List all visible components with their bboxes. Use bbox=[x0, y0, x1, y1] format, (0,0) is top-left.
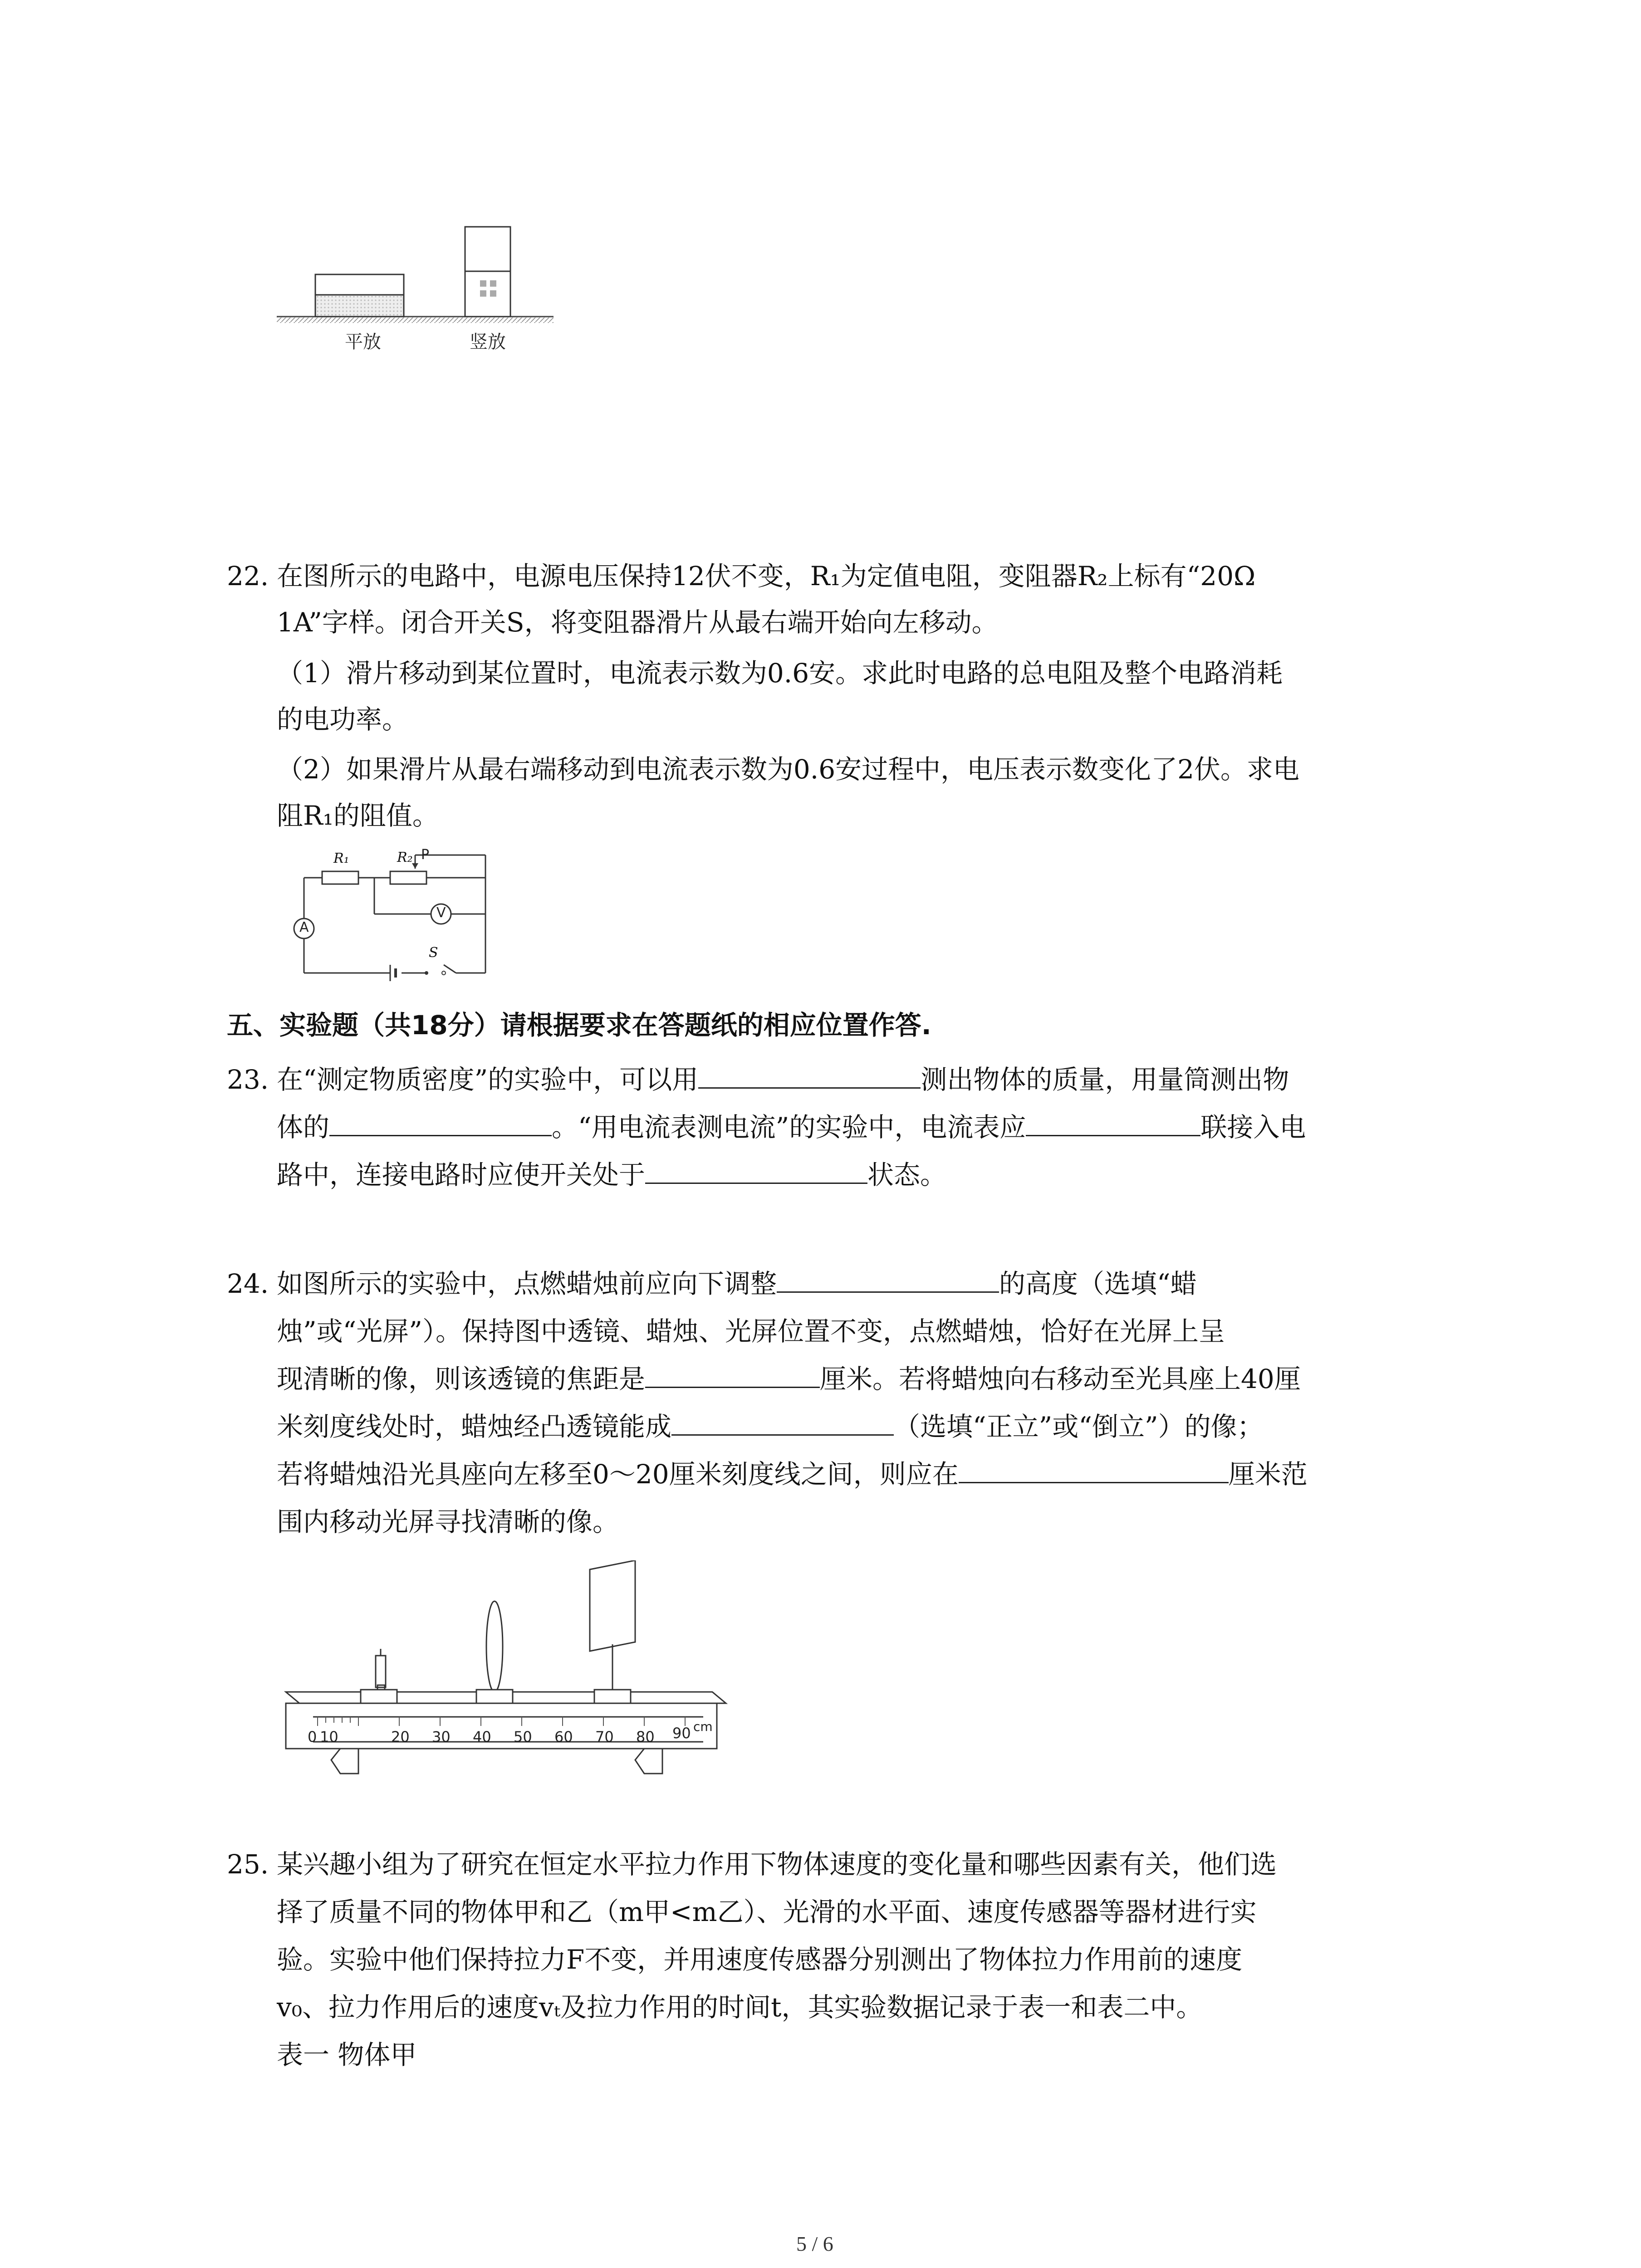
convex-lens bbox=[486, 1601, 503, 1692]
vertical-brick-top bbox=[465, 227, 510, 271]
q24-line6: 围内移动光屏寻找清晰的像。 bbox=[277, 1506, 619, 1537]
tick-60: 60 bbox=[554, 1728, 573, 1745]
label-switch: S bbox=[429, 945, 438, 961]
q25-line5: 表一 物体甲 bbox=[277, 2039, 417, 2070]
label-r2: R₂ bbox=[397, 850, 413, 865]
q24-l1a: 如图所示的实验中，点燃蜡烛前应向下调整 bbox=[277, 1268, 777, 1299]
q24-line4 bbox=[277, 1404, 1264, 1449]
q24-line3 bbox=[277, 1356, 1301, 1402]
q22-line5: （2）如果滑片从最右端移动到电流表示数为0.6安过程中，电压表示数变化了2伏。求电 bbox=[277, 754, 1300, 785]
q23-l2c: 联接入电 bbox=[1200, 1112, 1306, 1143]
q23-l2b: 。“用电流表测电流”的实验中，电流表应 bbox=[552, 1112, 1026, 1143]
q24-l5b: 厘米范 bbox=[1228, 1459, 1308, 1490]
q23-line2 bbox=[277, 1105, 1306, 1150]
q24-blank-3[interactable] bbox=[671, 1408, 894, 1436]
optical-bench-diagram bbox=[277, 1560, 730, 1796]
bricks-figure bbox=[272, 222, 563, 367]
q22-line6: 阻R₁的阻值。 bbox=[277, 800, 439, 831]
q23-l3a: 路中，连接电路时应使开关处于 bbox=[277, 1159, 646, 1190]
q23-l1a: 在“测定物质密度”的实验中，可以用 bbox=[277, 1064, 699, 1095]
q24-l4a: 米刻度线处时，蜡烛经凸透镜能成 bbox=[277, 1411, 672, 1442]
q22-line4: 的电功率。 bbox=[277, 704, 409, 735]
label-voltmeter: V bbox=[436, 905, 446, 921]
section5-heading: 五、实验题（共18分）请根据要求在答题纸的相应位置作答. bbox=[227, 1010, 931, 1041]
bench-unit: cm bbox=[693, 1719, 713, 1734]
tick-80: 80 bbox=[636, 1728, 655, 1745]
q23-blank-1[interactable] bbox=[698, 1061, 921, 1089]
q24-number: 24. bbox=[227, 1268, 269, 1299]
q22-line2: 1A”字样。闭合开关S，将变阻器滑片从最右端开始向左移动。 bbox=[277, 607, 998, 638]
label-vertical: 竖放 bbox=[470, 332, 506, 352]
q24-l1b: 的高度（选填“蜡 bbox=[999, 1268, 1197, 1299]
q25-line4: v₀、拉力作用后的速度vₜ及拉力作用的时间t，其实验数据记录于表一和表二中。 bbox=[277, 1992, 1203, 2023]
q25-line3: 验。实验中他们保持拉力F不变，并用速度传感器分别测出了物体拉力作用前的速度 bbox=[277, 1944, 1243, 1975]
q24-blank-1[interactable] bbox=[777, 1265, 999, 1293]
flat-brick-bottom bbox=[315, 295, 404, 317]
q23-blank-2[interactable] bbox=[329, 1109, 552, 1136]
light-screen bbox=[590, 1560, 635, 1651]
q23-number: 23. bbox=[227, 1064, 269, 1095]
label-r1: R₁ bbox=[333, 850, 349, 866]
tick-20: 20 bbox=[391, 1728, 410, 1745]
tick-70: 70 bbox=[595, 1728, 614, 1745]
resistor-r2 bbox=[390, 871, 426, 884]
tick-40: 40 bbox=[473, 1728, 491, 1745]
ground-hatch bbox=[277, 317, 554, 323]
q23-blank-4[interactable] bbox=[645, 1156, 867, 1184]
q24-l4b: （选填“正立”或“倒立”）的像； bbox=[894, 1411, 1264, 1442]
label-ammeter: A bbox=[299, 919, 309, 935]
label-flat: 平放 bbox=[345, 332, 381, 352]
q23-line1 bbox=[277, 1057, 1289, 1102]
q23-l3b: 状态。 bbox=[867, 1159, 947, 1190]
q22-line1: 在图所示的电路中，电源电压保持12伏不变，R₁为定值电阻，变阻器R₂上标有“20Ω bbox=[277, 561, 1256, 591]
q23-l1b: 测出物体的质量，用量筒测出物 bbox=[921, 1064, 1289, 1095]
q22-number: 22. bbox=[227, 561, 269, 591]
optical-bench-figure bbox=[277, 1560, 730, 1796]
q25-number: 25. bbox=[227, 1849, 269, 1880]
q24-blank-2[interactable] bbox=[645, 1360, 820, 1388]
q24-l5a: 若将蜡烛沿光具座向左移至0～20厘米刻度线之间，则应在 bbox=[277, 1459, 959, 1490]
page-number: 5 / 6 bbox=[796, 2232, 833, 2255]
q24-l3a: 现清晰的像，则该透镜的焦距是 bbox=[277, 1364, 646, 1394]
q25-line2: 择了质量不同的物体甲和乙（m甲<m乙）、光滑的水平面、速度传感器等器材进行实 bbox=[277, 1897, 1257, 1927]
q24-line1 bbox=[277, 1261, 1197, 1306]
q24-l3b: 厘米。若将蜡烛向右移动至光具座上40厘 bbox=[820, 1364, 1301, 1394]
q25-line1: 某兴趣小组为了研究在恒定水平拉力作用下物体速度的变化量和哪些因素有关，他们选 bbox=[277, 1849, 1277, 1880]
vertical-brick-bottom bbox=[465, 271, 510, 317]
circuit-figure bbox=[277, 846, 504, 991]
q23-line3 bbox=[277, 1152, 946, 1198]
circuit-diagram bbox=[277, 846, 504, 991]
tick-90: 90 bbox=[672, 1725, 691, 1742]
q23-l2a: 体的 bbox=[277, 1112, 330, 1143]
q22-line3: （1）滑片移动到某位置时，电流表示数为0.6安。求此时电路的总电阻及整个电路消耗 bbox=[277, 658, 1283, 689]
q23-blank-3[interactable] bbox=[1026, 1109, 1200, 1136]
candle bbox=[376, 1656, 386, 1687]
bricks-diagram bbox=[272, 222, 563, 367]
q24-line2: 烛”或“光屏”）。保持图中透镜、蜡烛、光屏位置不变，点燃蜡烛，恰好在光屏上呈 bbox=[277, 1316, 1225, 1347]
label-p: P bbox=[421, 847, 430, 863]
flat-brick-top bbox=[315, 274, 404, 295]
q24-blank-4[interactable] bbox=[959, 1456, 1229, 1483]
q24-line5 bbox=[277, 1452, 1308, 1497]
resistor-r1 bbox=[322, 871, 358, 884]
tick-10: 10 bbox=[320, 1728, 338, 1745]
tick-0: 0 bbox=[308, 1728, 317, 1745]
tick-50: 50 bbox=[514, 1728, 532, 1745]
tick-30: 30 bbox=[432, 1728, 451, 1745]
